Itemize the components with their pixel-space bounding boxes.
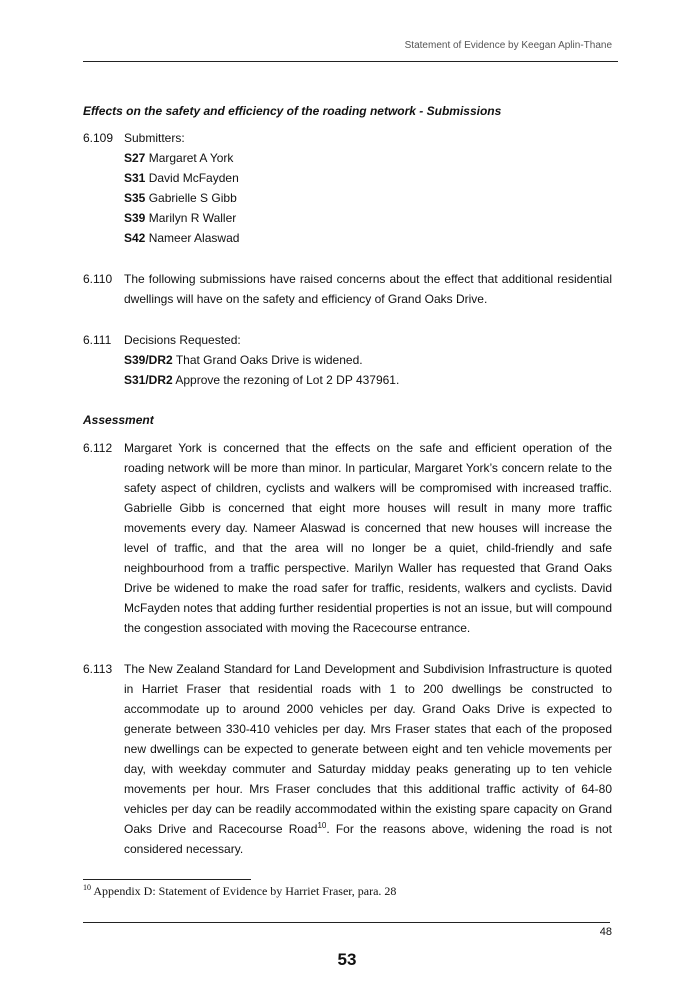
list-item (124, 228, 612, 248)
footnote-text: Appendix D: Statement of Evidence by Harriet Fraser, para. 28 (93, 884, 397, 898)
paragraph-number: 6.110 (83, 272, 113, 286)
paragraph-number: 6.111 (83, 333, 112, 347)
footnote-reference: 10 (317, 821, 327, 830)
paragraph-number: 6.112 (83, 441, 113, 455)
list-item (124, 148, 612, 168)
paragraph-intro: Submitters: (124, 131, 185, 145)
paragraph-6-111 (83, 330, 612, 390)
paragraph-text-part: The New Zealand Standard for Land Development and Subdivision Infrastructure is quoted in Harriet Fraser that residential roads with 1 to 200 dwellings be constructed to accommodate up to around 2000 vehicles per day. Grand Oaks Drive is expected to generate between 330-410 vehicles per day. Mrs Fraser states that each of the proposed new dwellings can be expected to generate between eight and ten vehicle movements per day, with weekday commuter and Saturday midday peaks generating up to ten vehicle movements per hour. Mrs Fraser concludes that this additional traffic activity of 64-80 vehicles per day can be readily accommodated within the existing spare capacity on Grand Oaks Drive and Racecourse Road (124, 662, 612, 836)
submitter-name: Gabrielle S Gibb (148, 191, 237, 205)
submitter-code: S27 (124, 151, 146, 165)
assessment-title: Assessment (83, 413, 154, 427)
paragraph-6-112 (83, 438, 612, 638)
paragraph-text: Margaret York is concerned that the effects on the safe and efficient operation of the roading network will be more than minor. In particular, Margaret York’s concern relate to the safety aspect of children, cyclists and walkers will be compromised with increased traffic. Gabrielle Gibb is concerned that eight more houses will result in many more traffic movements every day. Nameer Alaswad is concerned that new houses will increase the level of traffic, and that the area will no longer be a quiet, child-friendly and safe neighbourhood from a traffic perspective. Marilyn Waller has requested that Grand Oaks Drive be widened to make the road safer for traffic, residents, walkers and cyclists. David McFayden notes that adding further residential properties is not an issue, but will compound the congestion associated with moving the Racecourse entrance. (124, 441, 612, 635)
submitter-code: S31 (124, 171, 146, 185)
footer-rule (83, 922, 610, 923)
paragraph-text-part: . For the reasons above, widening the road is not considered necessary. (124, 822, 613, 856)
footnote-number: 10 (83, 883, 91, 892)
submitter-code: S42 (124, 231, 146, 245)
paragraph-6-110 (83, 269, 612, 309)
submitter-name: Marilyn R Waller (148, 211, 237, 225)
section-title: Effects on the safety and efficiency of the roading network - Submissions (83, 104, 502, 118)
submitter-name: Nameer Alaswad (148, 231, 240, 245)
decision-text: Approve the rezoning of Lot 2 DP 437961. (175, 373, 400, 387)
header-rule (83, 61, 618, 62)
paragraph-6-113 (83, 659, 612, 859)
decision-code: S31/DR2 (124, 373, 173, 387)
list-item (124, 370, 612, 390)
paragraph-text: The following submissions have raised concerns about the effect that additional residential dwellings will have on the safety and efficiency of Grand Oaks Drive. (124, 272, 612, 306)
paragraph-intro: Decisions Requested: (124, 333, 241, 347)
document-header: Statement of Evidence by Keegan Aplin-Thane (404, 40, 612, 51)
submitter-name: Margaret A York (148, 151, 234, 165)
page-number-large: 53 (337, 950, 357, 969)
submitter-code: S39 (124, 211, 146, 225)
paragraph-text (124, 659, 612, 859)
decision-code: S39/DR2 (124, 353, 173, 367)
decision-text: That Grand Oaks Drive is widened. (175, 353, 363, 367)
list-item (124, 208, 612, 228)
paragraph-number: 6.109 (83, 131, 114, 145)
list-item (124, 168, 612, 188)
list-item (124, 188, 612, 208)
footnote-rule (83, 879, 251, 880)
paragraph-number: 6.113 (83, 662, 113, 676)
submitter-name: David McFayden (148, 171, 239, 185)
page-number-small: 48 (599, 926, 612, 938)
footnote (83, 884, 396, 899)
paragraph-6-109 (83, 128, 612, 248)
list-item (124, 350, 612, 370)
submitter-code: S35 (124, 191, 146, 205)
